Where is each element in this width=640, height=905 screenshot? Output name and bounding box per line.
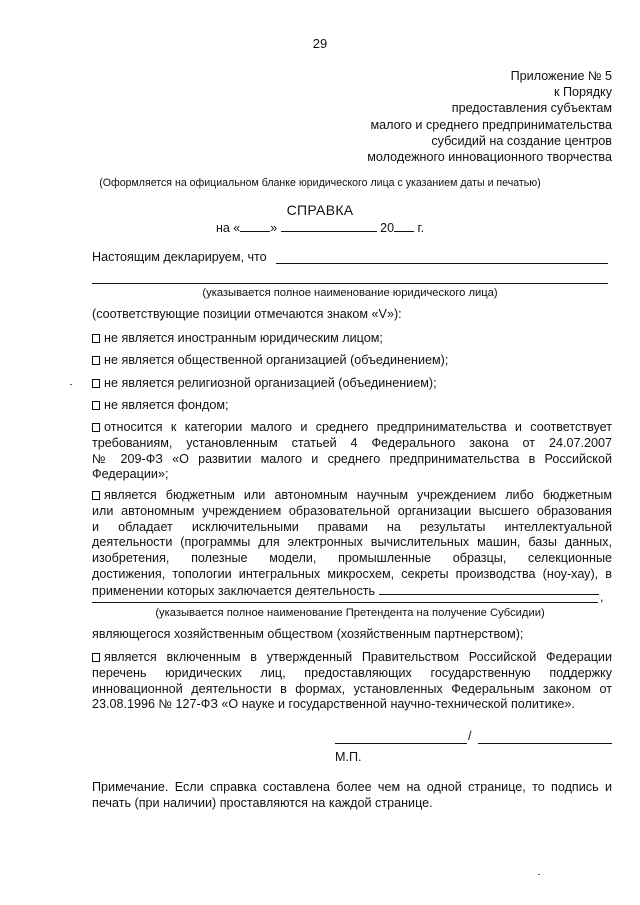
appendix-line: малого и среднего предпринимательства (370, 117, 612, 132)
applicant-hint: (указывается полное наименование Претендента на получение Субсидии) (155, 607, 545, 619)
declare-line[interactable] (276, 263, 608, 264)
appendix-header (272, 68, 612, 165)
date-mid: » (270, 221, 278, 235)
legal-entity-hint: (указывается полное наименование юридического лица) (202, 287, 498, 299)
checkbox[interactable] (92, 334, 100, 343)
signature-name-line[interactable] (478, 743, 612, 744)
appendix-line: молодежного инновационного творчества (367, 150, 612, 165)
item-line: является бюджетным или автономным научным учреждением либо бюджетным (92, 488, 612, 504)
item-line: или автономным учреждением образовательной организации высшего образования (92, 503, 612, 518)
appendix-line: к Порядку (553, 85, 612, 100)
item-text: не является фондом; (104, 398, 229, 412)
item-line: № 209-ФЗ «О развитии малого и среднего предпринимательства в Российской (92, 451, 612, 466)
item-text: не является иностранным юридическим лицом; (104, 331, 383, 345)
year-field[interactable] (394, 220, 414, 232)
checkbox[interactable] (92, 356, 100, 365)
signature-line[interactable] (335, 743, 467, 744)
note (92, 780, 612, 812)
appendix-line: предоставления субъектам (451, 101, 612, 116)
item-line: инновационной деятельности в формах, установленных Федеральным законом от (92, 681, 612, 696)
seal-label: М.П. (335, 750, 362, 764)
day-field[interactable] (240, 220, 270, 232)
checkbox[interactable] (92, 423, 100, 432)
item-public (92, 353, 448, 369)
item-sme (92, 420, 612, 483)
note-line: Примечание. Если справка составлена более чем на одной странице, то подпись и (92, 780, 612, 794)
item-line: деятельности (программы для электронных вычислительных машин, базы данных, (92, 535, 612, 550)
positions-hint: (соответствующие позиции отмечаются знаком «V»): (92, 307, 402, 321)
declare-prefix: Настоящим декларируем, что (92, 250, 267, 264)
item-included (92, 650, 612, 713)
checkbox[interactable] (92, 379, 100, 388)
item-line: является включенным в утвержденный Правительством Российской Федерации (92, 650, 612, 666)
item-budget (92, 488, 612, 600)
activity-field[interactable] (379, 583, 599, 595)
item-line: достижения, топологии интегральных микросхем, секреты производства (ноу-хау), в (92, 566, 612, 581)
item-foreign (92, 331, 383, 347)
item-fund (92, 398, 229, 414)
appendix-line: субсидий на создание центров (431, 133, 612, 148)
item-line: относится к категории малого и среднего предпринимательства и соответствует (92, 420, 612, 436)
item-line: 23.08.1996 № 127-ФЗ «О науке и государственной научно-технической политике». (92, 697, 575, 712)
item-line: применении которых заключается деятельность (92, 583, 612, 600)
date-suffix: г. (417, 221, 425, 235)
scan-speck (538, 874, 540, 875)
item-text: не является религиозной организацией (объединением); (104, 376, 437, 390)
month-field[interactable] (281, 220, 377, 232)
note-line: печать (при наличии) проставляются на каждой странице. (92, 795, 433, 810)
item-line: перечень юридических лиц, предоставляющих государственную поддержку (92, 665, 612, 680)
appendix-line: Приложение № 5 (510, 69, 612, 83)
item-text: не является общественной организацией (объединением); (104, 353, 449, 367)
scan-speck (70, 384, 72, 385)
checkbox[interactable] (92, 401, 100, 410)
item-line: Федерации»; (92, 467, 169, 482)
year-prefix: 20 (380, 221, 395, 235)
economic-society: являющегося хозяйственным обществом (хозяйственным партнерством); (92, 627, 524, 641)
date-line (0, 220, 640, 235)
item-line: требованиям, установленным статьей 4 Федерального закона от 24.07.2007 (92, 435, 612, 450)
item-line: и обладает исключительными правами на результаты интеллектуальной (92, 519, 612, 534)
checkbox[interactable] (92, 653, 100, 662)
page-number: 29 (312, 36, 328, 51)
date-prefix: на « (215, 221, 241, 235)
applicant-line[interactable] (92, 602, 598, 603)
document-title: СПРАВКА (286, 202, 354, 218)
legal-entity-line[interactable] (92, 283, 608, 284)
checkbox[interactable] (92, 491, 100, 500)
comma: , (600, 590, 604, 604)
official-blank-note: (Оформляется на официальном бланке юридического лица с указанием даты и печатью) (99, 177, 541, 189)
item-line: изобретения, полезные модели, промышленные образцы, селекционные (92, 551, 612, 566)
signature-separator: / (468, 729, 472, 743)
item-religious (92, 376, 437, 392)
